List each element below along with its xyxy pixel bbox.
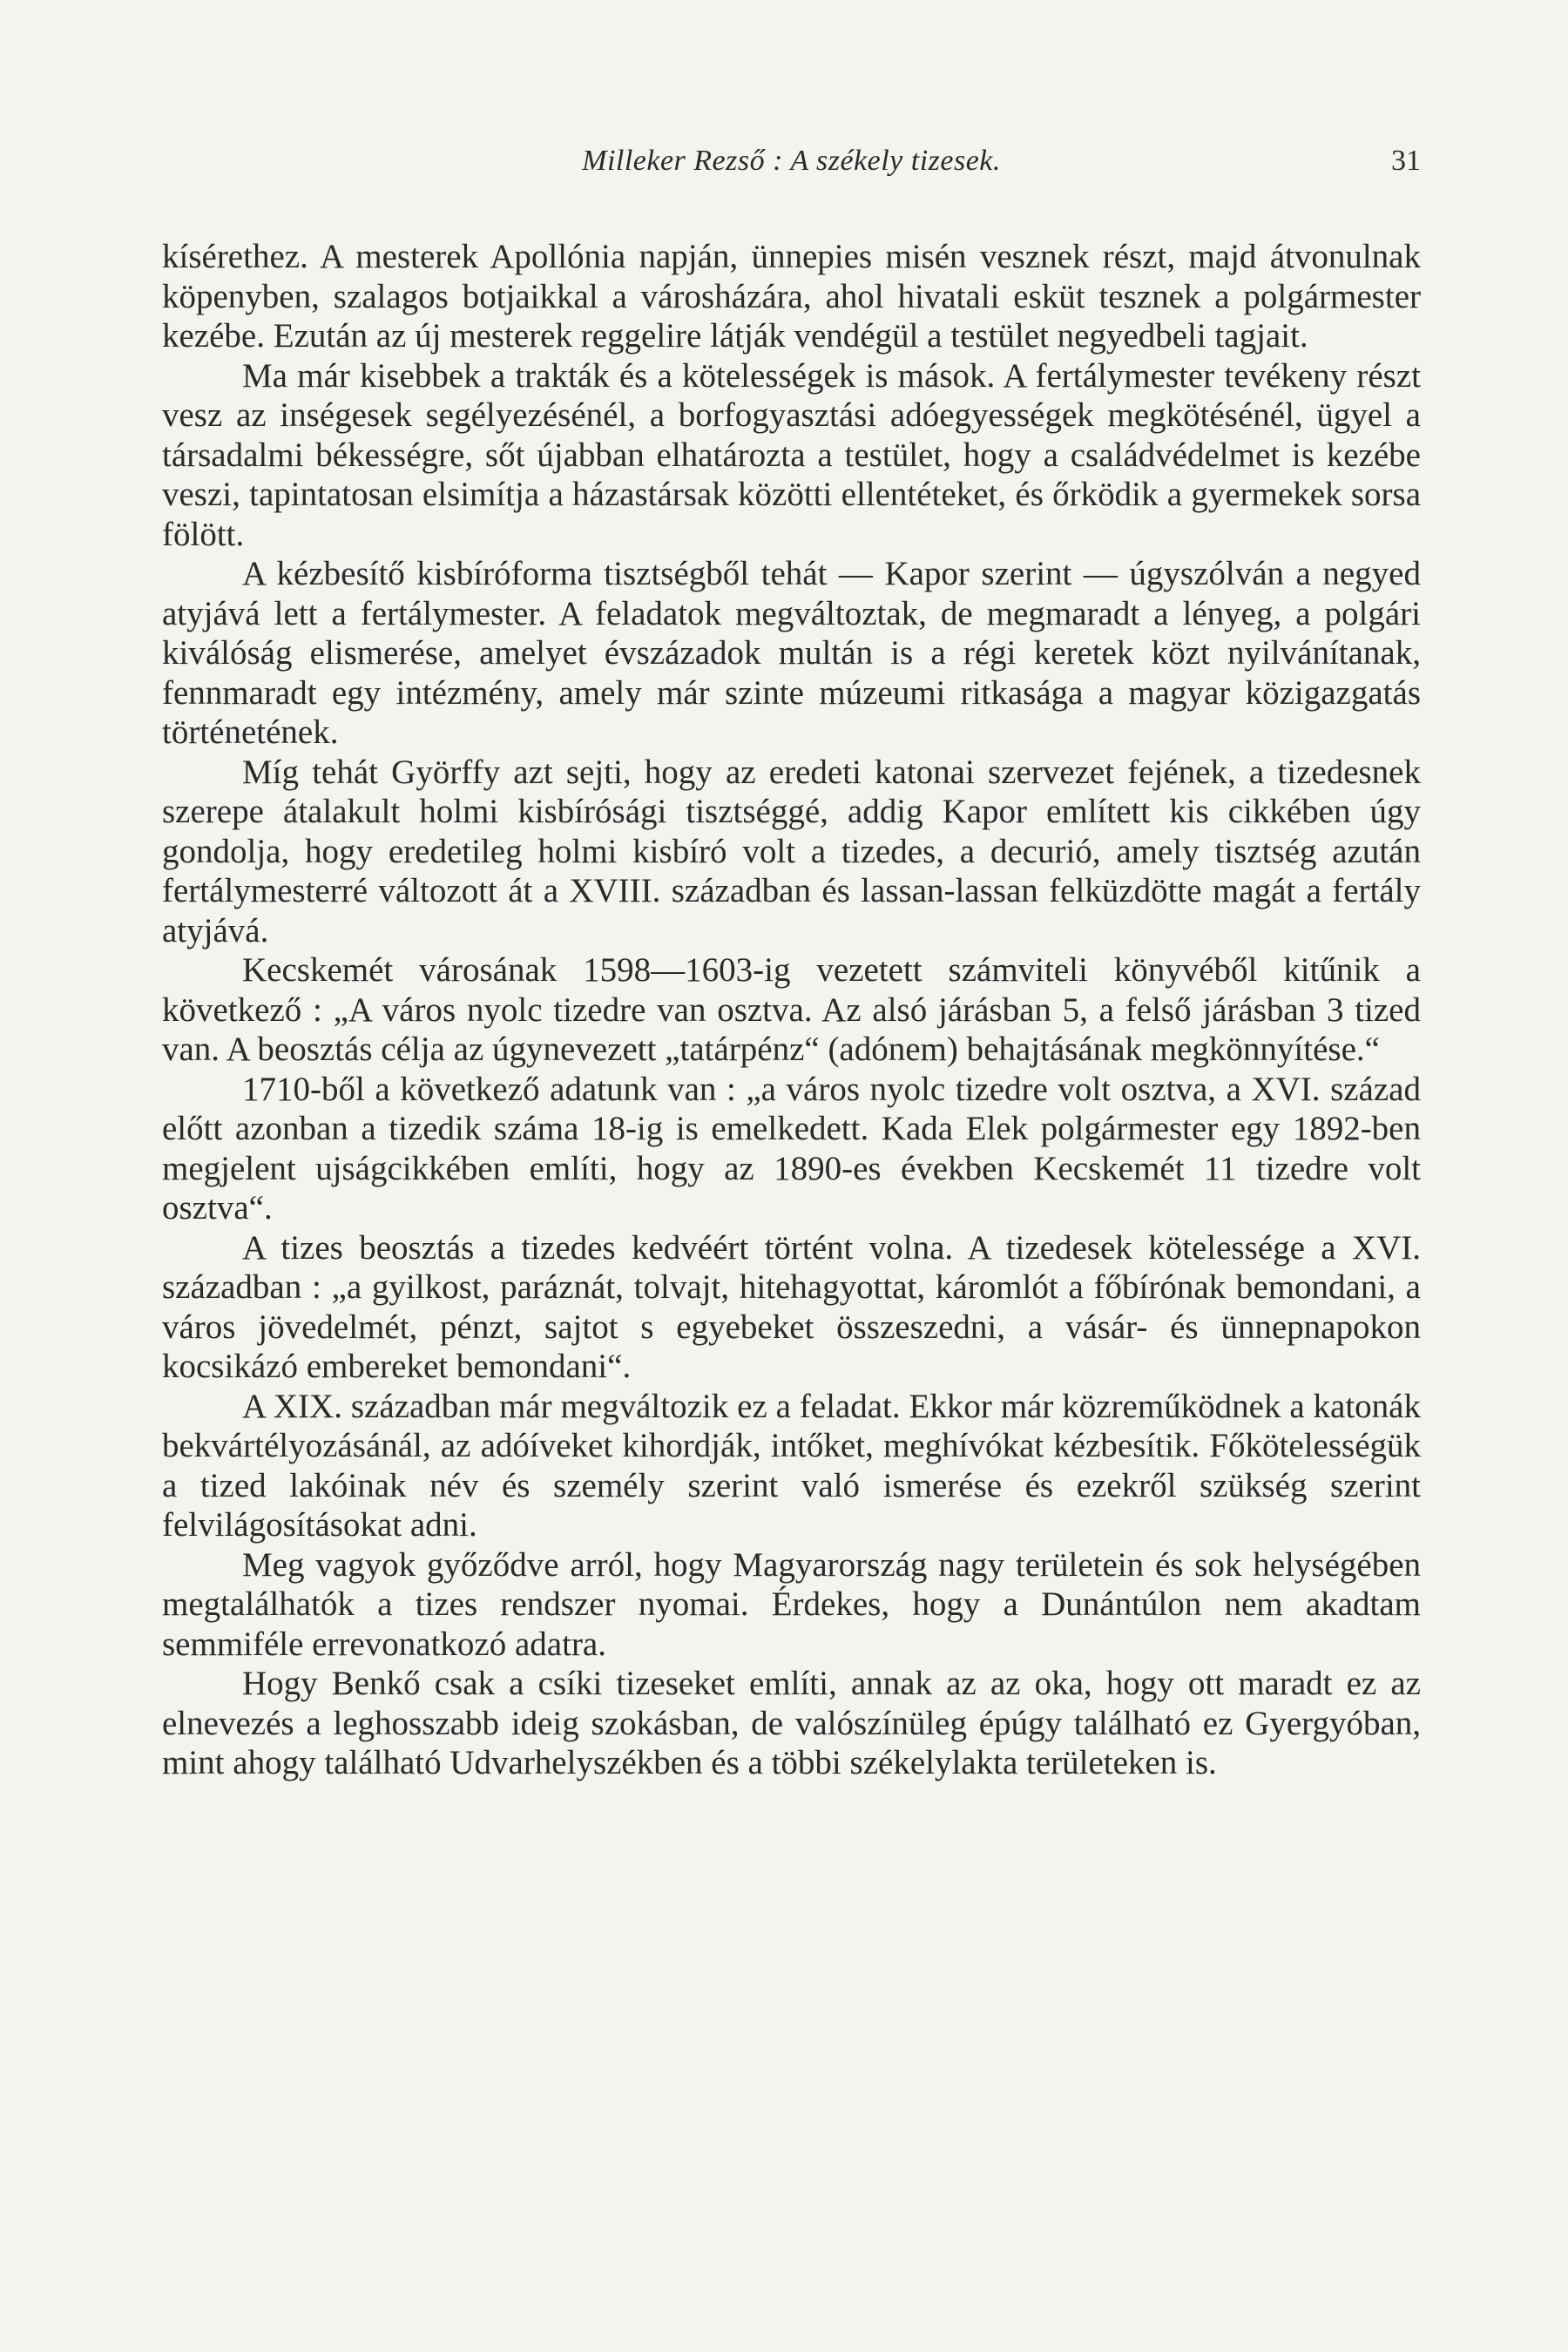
paragraph: 1710-ből a következő adatunk van : „a város nyolc tizedre volt osztva, a XVI. század előtt azonban a tizedik száma 18-ig is emelkedett. Kada Elek polgármester egy 1892-ben megjelent ujságcikkében említi, hogy az 1890-es években Kecskemét 11 tizedre volt osztva“. — [162, 1070, 1421, 1227]
paragraph: Ma már kisebbek a trakták és a kötelességek is mások. A fertálymester tevékeny részt vesz az inségesek segélyezésénél, a borfogyasztási adóegyességek megkötésénél, ügyel a társadalmi békességre, sőt újabban elhatározta a testület, hogy a családvédelmet is kezébe veszi, tapintatosan elsimítja a házastársak közötti ellentéteket, és őrködik a gyermekek sorsa fölött. — [162, 356, 1421, 553]
paragraph: Meg vagyok győződve arról, hogy Magyarország nagy területein és sok helységében megtalálhatók a tizes rendszer nyomai. Érdekes, hogy a Dunántúlon nem akadtam semmiféle errevonatkozó adatra. — [162, 1545, 1421, 1663]
paragraph: A kézbesítő kisbíróforma tisztségből tehát — Kapor szerint — úgyszólván a negyed atyjává lett a fertálymester. A feladatok megváltoztak, de megmaradt a lényeg, a polgári kiválóság elismerése, amelyet évszázadok multán is a régi keretek közt nyilvánítanak, fennmaradt egy intézmény, amely már szinte múzeumi ritkasága a magyar közigazgatás történetének. — [162, 555, 1421, 751]
paragraph: kísérethez. A mesterek Apollónia napján, ünnepies misén vesznek részt, majd átvonulnak köpenyben, szalagos botjaikkal a városházára, ahol hivatali esküt tesznek a polgármester kezébe. Ezután az új mesterek reggelire látják vendégül a testület negyedbeli tagjait. — [162, 238, 1421, 355]
paragraph: Kecskemét városának 1598—1603-ig vezetett számviteli könyvéből kitűnik a következő : „A város nyolc tizedre van osztva. Az alsó járásban 5, a felső járásban 3 tized van. A beosztás célja az úgynevezett „tatárpénz“ (adónem) behajtásának megkönnyítése.“ — [162, 951, 1421, 1068]
body-text — [162, 237, 1421, 1783]
page-number: 31 — [1391, 145, 1421, 177]
running-head — [162, 139, 1421, 192]
book-page — [162, 139, 1421, 1783]
running-title: Milleker Rezső : A székely tizesek. — [582, 145, 1001, 177]
paragraph: A XIX. században már megváltozik ez a feladat. Ekkor már közreműködnek a katonák bekvártélyozásánál, az adóíveket kihordják, intőket, meghívókat kézbesítik. Főkötelességük a tized lakóinak név és személy szerint való ismerése és ezekről szükség szerint felvilágosításokat adni. — [162, 1387, 1421, 1544]
paragraph: A tizes beosztás a tizedes kedvéért történt volna. A tizedesek kötelessége a XVI. században : „a gyilkost, paráznát, tolvajt, hitehagyottat, káromlót a főbírónak bemondani, a város jövedelmét, pénzt, sajtot s egyebeket összeszedni, a vásár- és ünnepnapokon kocsikázó embereket bemondani“. — [162, 1228, 1421, 1385]
paragraph: Hogy Benkő csak a csíki tizeseket említi, annak az az oka, hogy ott maradt ez az elnevezés a leghosszabb ideig szokásban, de valószínüleg épúgy található ez Gyergyóban, mint ahogy található Udvarhelyszékben és a többi székelylakta területeken is. — [162, 1665, 1421, 1781]
paragraph: Míg tehát Györffy azt sejti, hogy az eredeti katonai szervezet fejének, a tizedesnek szerepe átalakult holmi kisbírósági tisztséggé, addig Kapor említett kis cikkében úgy gondolja, hogy eredetileg holmi kisbíró volt a tizedes, a decurió, amely tisztség azután fertálymesterré változott át a XVIII. században és lassan-lassan felküzdötte magát a fertály atyjává. — [162, 753, 1421, 950]
